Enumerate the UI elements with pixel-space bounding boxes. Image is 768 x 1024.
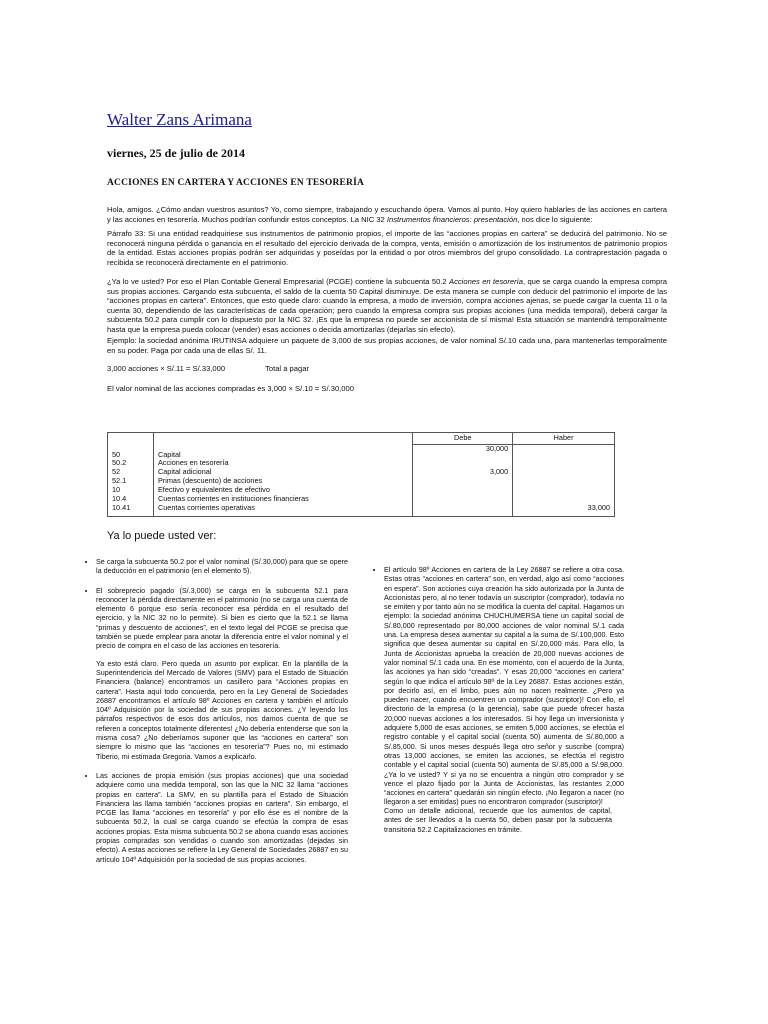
right-bullet-list <box>372 565 624 817</box>
journal-entry-table <box>107 432 615 517</box>
pcge-paragraph: ¿Ya lo ve usted? Por eso el Plan Contable General Empresarial (PCGE) contiene la subcuenta 50.2 Acciones en tesorería, que se carga cuando la empresa compra sus propias acciones. Cargando esta subcuenta, el saldo de la cuenta 50 Capital disminuye. De esta manera se cumple con deducir del patrimonio el importe de las “acciones propias en cartera”. Entonces, que esto quede claro: cuando la empresa, a modo de inversión, compra acciones ajenas, se puede cargar la cuenta 11 o la cuenta 30, dependiendo de las características de cada operación; pero cuando la empresa compra sus propias acciones (una medida temporal), deberá cargar la subcuenta 50.2 para cumplir con lo dispuesto por la NIC 32. ¡Es que la empresa no puede ser accionista de sí misma! Esta situación se mantendrá temporalmente hasta que la empresa pueda colocar (vender) esas acciones o decida amortizarlas (dejarlas sin efecto). <box>107 277 667 334</box>
account-name: Capital adicional <box>157 467 212 477</box>
post-title: ACCIONES EN CARTERA Y ACCIONES EN TESORERÍA <box>107 178 365 188</box>
account-name: Efectivo y equivalentes de efectivo <box>157 485 270 495</box>
list-item: • El artículo 98º Acciones en cartera de la Ley 26887 se refiere a otra cosa. Estas otras “acciones en cartera” son, en verdad, algo así como “acciones en espera”. Son acciones cuya creación ha sido autorizada por la Junta de Accionistas pero, al no tener todavía un suscriptor (comprador), todavía no se emiten y por tanto aún no se modifica la cuenta del capital. Hagamos un ejemplo: la sociedad anónima CHUCHUMERSA tiene un capital social de S/.80,000 representado por 80,000 acciones de valor nominal S/.1 cada una. La empresa desea aumentar su capital a la suma de S/.100,000. Esto significa que desea aumentar su capital en S/.20,000 más. Para ello, la Junta de Accionistas aprueba la creación de 20,000 nuevas acciones de valor nominal S/.1 cada una. En ese momento, con el acuerdo de la Junta, las acciones ya han sido “creadas”. Y esas 20,000 “acciones en cartera” según lo que indica el artículo 98º de la Ley 26887. Estas acciones están, por decirlo así, en el limbo, pues aún no nacen realmente. ¿Pero ya pueden nacer, cuando encuentren un comprador (suscriptor)! Con ello, el directorio de la empresa (o la gerencia), sabe que puede ofrecer hasta 20,000 nuevas acciones a los interesados. Si hoy llega un inversionista y adquiere 5,000 de esas acciones, se emiten 5,000 acciones, se efectúa el registro contable y el capital social (cuenta 50) aumenta de S/.80,000 a S/.85,000. Si unos meses después llega otro señor y suscribe (compra) otras 13,000 acciones, se emiten las acciones, se efectúa el registro contable y el capital social (cuenta 50) aumenta de S/.85,000 a S/.98,000. ¿Ya lo ve usted? Y si ya no se encuentra a ningún otro comprador y se vence el plazo fijado por la Junta de Accionistas, las restantes 2,000 “acciones en cartera” quedarán sin ningún efecto. ¡No llegaron a nacer (no llegaron a ser emitidas) pues no encontraron comprador (suscriptor)! <box>384 565 624 807</box>
account-name: Acciones en tesorería <box>157 458 229 468</box>
account-code: 50.2 <box>112 458 127 468</box>
account-code: 10 <box>112 485 121 495</box>
post-date: viernes, 25 de julio de 2014 <box>107 146 245 160</box>
author-link[interactable]: Walter Zans Arimana <box>107 110 252 129</box>
account-name: Primas (descuento) de acciones <box>157 476 263 486</box>
account-names <box>153 445 412 517</box>
debe-values <box>413 445 513 517</box>
account-code: 50 <box>112 449 121 459</box>
account-code: 52.1 <box>112 476 127 486</box>
nic32-paragraph: Párrafo 33: Si una entidad readquiriese sus instrumentos de patrimonio propios, el importe de las “acciones propias en cartera” se deducirá del patrimonio. No se reconocerá ninguna pérdida o ganancia en el resultado del ejercicio derivada de la compra, venta, emisión o amortización de los instrumentos de patrimonio propios de la entidad. Estas acciones propias podrán ser adquiridas y poseídas por la entidad o por otros miembros del grupo consolidado. La contraprestación pagada o recibida se reconocerá directamente en el patrimonio. <box>107 229 667 267</box>
closing-note: Como un detalle adicional, recuerde que los aumentos de capital, antes de ser llevados a la cuenta 50, deben pasar por la subcuenta transitoria 52.2 Capitalizaciones en trámite. <box>384 806 612 834</box>
account-code: 10.4 <box>112 494 127 504</box>
account-code: 10.41 <box>112 502 131 512</box>
list-item: • El sobreprecio pagado (S/.3,000) se carga en la subcuenta 52.1 para reconocer la pérdida directamente en el patrimonio (no se carga una cuenta de elemento 6 porque eso sería reconocer esa pérdida en el resultado del ejercicio, y la NIC 32 no lo permite). Si bien es cierto que la 52.1 se llama “primas y descuento de acciones”, en el texto legal del PCGE se precisa que también se puede emplear para anotar la diferencia entre el valor nominal y el precio de compra en el caso de las acciones en tesorería. Ya esto está claro. Pero queda un asunto por explicar. En la plantilla de la Superintendencia del Mercado de Valores (SMV) para el Estado de Situación Financiera (balance) encontramos un casillero para “Acciones propias en cartera”. Hasta aquí todo concuerda, pero en la Ley General de Sociedades 26887 encontramos el artículo 98º Acciones en cartera y también el artículo 104º Adquisición por la sociedad de sus propias acciones. ¿Y leyendo los párrafos respectivos de esos dos artículos, nos damos cuenta de que se refieren a conceptos totalmente diferentes! ¿No debería entenderse que son la misma cosa? ¿No deberíamos suponer que las “acciones en cartera” son siempre lo mismo que las “acciones en tesorería”? Pues no, mi estimado Tiberio, mi estimada Gregoria. Vamos a explicarlo. <box>96 586 348 761</box>
calc-line-1: 3,000 acciones × S/.11 = S/.33,000 Total a pagar <box>107 364 309 373</box>
list-item: • Se carga la subcuenta 50.2 por el valor nominal (S/.30,000) para que se opere la deducción en el patrimonio (en el elemento 5). <box>96 557 348 576</box>
account-name: Cuentas corrientes operativas <box>157 502 255 512</box>
account-code: 52 <box>112 467 121 477</box>
account-name: Capital <box>157 449 181 459</box>
debe-value: 3,000 <box>489 467 509 476</box>
account-name: Cuentas corrientes en instituciones financieras <box>157 494 309 504</box>
left-bullet-list <box>84 557 348 874</box>
haber-value: 33,000 <box>587 502 610 512</box>
haber-header: Haber <box>513 433 615 445</box>
list-item-subparagraph: Ya esto está claro. Pero queda un asunto por explicar. En la plantilla de la Superintendencia del Mercado de Valores (SMV) para el Estado de Situación Financiera (balance) encontramos un casillero para “Acciones propias en cartera”. Hasta aquí todo concuerda, pero en la Ley General de Sociedades 26887 encontramos el artículo 98º Acciones en cartera y también el artículo 104º Adquisición por la sociedad de sus propias acciones. ¿Y leyendo los párrafos respectivos de esos dos artículos, nos damos cuenta de que se refieren a conceptos totalmente diferentes! ¿No debería entenderse que son la misma cosa? ¿No deberíamos suponer que las “acciones en cartera” son siempre lo mismo que las “acciones en tesorería”? Pues no, mi estimado Tiberio, mi estimada Gregoria. Vamos a explicarlo. <box>96 658 348 761</box>
account-codes <box>108 445 154 517</box>
debe-value: 30,000 <box>485 444 509 453</box>
list-item: • Las acciones de propia emisión (sus propias acciones) que una sociedad adquiere como una medida temporal, son las que la NIC 32 llama “acciones propias en cartera”. La SMV, en su plantilla para el Estado de Situación Financiera las llama también “acciones propias en cartera”. Sin embargo, el PCGE las llama “acciones en tesorería” y por ello ése es el nombre de la subcuenta 50.2, la cual se carga cuando se efectúa la compra de esas acciones propias. Esta misma subcuenta 50.2 se abona cuando esas acciones propias compradas son vendidas o cuando son amortizadas (dejadas sin efecto). A estas acciones se refiere la Ley General de Sociedades 26887 en su artículo 104º Adquisición por la sociedad de sus propias acciones. <box>96 771 348 864</box>
debe-header: Debe <box>413 433 513 445</box>
section-heading: Ya lo puede usted ver: <box>107 530 217 542</box>
calc-line-2: El valor nominal de las acciones compradas es 3,000 × S/.10 = S/.30,000 <box>107 384 354 393</box>
haber-values <box>513 445 615 517</box>
example-paragraph: Ejemplo: la sociedad anónima IRUTINSA adquiere un paquete de 3,000 de sus propias acciones, de valor nominal S/.10 cada una, para mantenerlas temporalmente en su poder. Paga por cada una de ellas S/. 11. <box>107 336 667 355</box>
intro-paragraph: Hola, amigos. ¿Cómo andan vuestros asuntos? Yo, como siempre, trabajando y escuchando ópera. Vamos al punto. Hoy quiero hablarles de las acciones en cartera y las acciones en tesorería. Muchos podrían confundir estos conceptos. La NIC 32 Instrumentos financieros: presentación, nos dice lo siguiente: <box>107 205 667 224</box>
